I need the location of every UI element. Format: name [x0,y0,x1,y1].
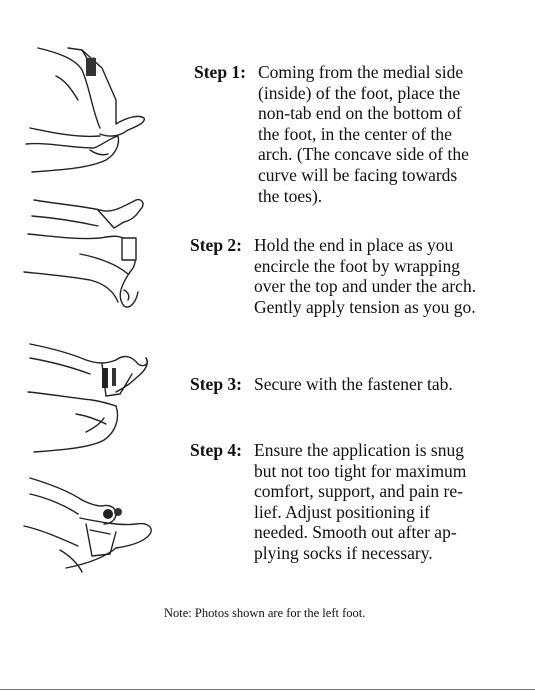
step-1-line: curve will be facing towards [258,164,458,185]
step-4-line: plying socks if necessary. [254,542,433,563]
step-4-line: but not too tight for maximum [254,460,467,481]
step-2-line: Gently apply tension as you go. [254,296,476,317]
step-1-illustration [20,40,170,180]
step-3-label: Step 3: [190,374,243,394]
step-2-label: Step 2: [190,235,243,255]
step-3-illustration [20,338,170,458]
bottom-divider [0,689,535,690]
step-1-line: Coming from the medial side [258,62,464,82]
step-2-line: over the top and under the arch. [254,276,477,297]
step-1-line: (inside) of the foot, place the [258,82,461,103]
step-4-line: Ensure the application is snug [254,440,464,460]
step-4-line: lief. Adjust positioning if [254,501,430,522]
step-2-line: encircle the foot by wrapping [254,255,461,276]
step-1-line: non-tab end on the bottom of [258,103,462,124]
step-4-line: comfort, support, and pain re- [254,481,463,502]
step-1-label: Step 1: [194,62,247,82]
step-1-line: the foot, in the center of the [258,123,452,144]
footnote: Note: Photos shown are for the left foot. [164,606,366,620]
step-4-label: Step 4: [190,440,243,460]
step-1-line: the toes). [258,185,323,206]
step-2-illustration [20,192,170,316]
step-4-illustration [20,468,170,578]
step-4-line: needed. Smooth out after ap- [254,522,457,543]
step-2-line: Hold the end in place as you [254,235,454,255]
step-3-line: Secure with the fastener tab. [254,374,453,394]
step-1-line: arch. (The concave side of the [258,144,469,165]
